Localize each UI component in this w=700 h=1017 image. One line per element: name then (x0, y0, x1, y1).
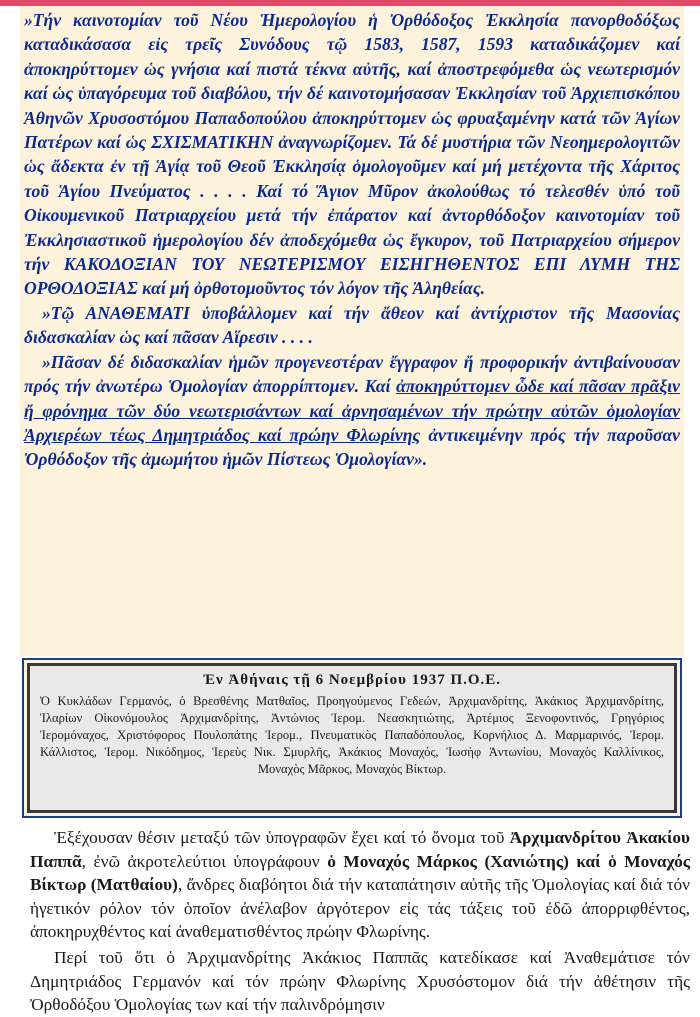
body-p1-text-e: , ἄνδρες διαβόητοι διά τήν καταπάτησιν αὐτῆς τῆς Ὁμολογίας καί διά τόν ἡγετικόν ρόλον τόν ὁποῖον ἀνέλαβον ἀργότερον εἰς τάς τάξεις τοῦ ἐδῶ ἀπορριφθέντος, ἀποκηρυχθέντος καί ἀναθεματισθέντος πρώην Φλωρίνης. (30, 875, 690, 942)
document-date-line: Ἐν Ἀθήναις τῇ 6 Νοεμβρίου 1937 Π.Ο.Ε. (202, 672, 502, 688)
body-p1-bold-akakios: Ἀρχιμανδρίτου Ἀκακίου Παππᾶ (30, 828, 690, 871)
scanned-document-frame (22, 658, 682, 818)
document-signatures: Ὁ Κυκλάδων Γερμανός, ὁ Βρεσθένης Ματθαῖος, Προηγούμενος Γεδεών, Ἀρχιμανδρίτης, Ἀκάκιος Ἀρχιμανδρίτης, Ἱλαρίων Οἰκονόμουλος Ἀρχιμανδρίτης, Ἀντώνιος Ἱερομ. Νεασκητιώτης, Ἀρτέμιος Ξενοφοντινός, Γρηγόριος Ἱερομόναχος, Χριστόφορος Πουλοπάτης Ἱερομ., Πνευματικὸς Παπαδόπουλος, Κορνήλιος Δ. Μαρμαρινός, Ἱερομ. Κάλλιστος, Ἱερομ. Νικόδημος, Ἱερεὺς Νικ. Σμυρλῆς, Ἀκάκιος Μοναχός, Ἰωσὴφ Ἀντωνίου, Μοναχὸς Καλλίνικος, Μοναχὸς Μᾶρκος, Μοναχὸς Βίκτωρ. (40, 694, 664, 776)
quote-p3-start: »Πᾶσαν δέ διδασκαλίαν ἡμῶν προγενεστέραν ἔγγραφον ἤ προφορικήν ἀντιβαίνουσαν πρός τήν ἀνωτέρω Ὁμολογίαν ἀπορρίπτομεν. Καί (24, 351, 680, 397)
body-paragraph-2: Περί τοῦ ὅτι ὁ Ἀρχιμανδρίτης Ἀκάκιος Παππᾶς κατεδίκασε καί Ἀναθεμάτισε τόν Δημητριάδος Γερμανόν καί τόν πρώην Φλωρίνης Χρυσόστομον διά τήν ἀθέτησιν τῆς Ὀρθοδόξου Ὁμολογίας των καί τήν παλινδρόμησιν (30, 947, 690, 1015)
body-p1-bold-monks: ὁ Μοναχός Μάρκος (Χανιώτης) καί ὁ Μοναχός Βίκτωρ (Ματθαίου) (30, 851, 690, 895)
article-body (30, 826, 690, 1017)
body-p1-text-a: Ἐξέχουσαν θέσιν μεταξύ τῶν ὑπογραφῶν ἔχει καί τό ὄνομα τοῦ (54, 828, 510, 847)
scanned-document (27, 663, 677, 813)
quote-paragraph-3 (24, 350, 680, 472)
body-paragraph-1 (30, 826, 690, 944)
body-p1-text-c: , ἐνῶ ἀκροτελεύτιοι ὑπογράφουν (81, 851, 328, 871)
quote-paragraph-2: »Τῷ ΑΝΑΘΕΜΑΤΙ ὑποβάλλομεν καί τήν ἄθεον καί ἀντίχριστον τῆς Μασονίας διδασκαλίαν ὡς καί πᾶσαν Αἵρεσιν . . . . (24, 302, 680, 348)
quote-paragraph-1: »Τήν καινοτομίαν τοῦ Νέου Ἡμερολογίου ἡ Ὀρθόδοξος Ἐκκλησία πανορθοδόξως καταδικάσασα εἰς τρεῖς Συνόδους τῷ 1583, 1587, 1593 καταδικάζομεν καί ἀποκηρύττομεν ὡς γνήσια καί πιστά τέκνα αὐτῆς, καί ἀποστρεφόμεθα ὡς νεωτερισμόν καί ὡς ὑπαγόρευμα τοῦ διαβόλου, τήν δέ καινοτομήσασαν Ἐκκλησίαν τοῦ Ἀρχιεπισκόπου Ἀθηνῶν Χρυσοστόμου Παπαδοπούλου ἀποκηρύττομεν ὡς φρυαξαμένην κατά τῶν Ἁγίων Πατέρων καί ὡς ΣΧΙΣΜΑΤΙΚΗΝ ἀναγνωρίζομεν. Τά δέ μυστήρια τῶν Νεοημερολογιτῶν ὡς ἄδεκτα ἐν τῇ Ἁγίᾳ τοῦ Θεοῦ Ἐκκλησίᾳ ὁμολογοῦμεν καί μή μετέχοντα τῆς Χάριτος τοῦ Ἁγίου Πνεύματος . . . . Καί τό Ἅγιον Μῦρον ἀκολούθως τό τελεσθέν ὑπό τοῦ Οἰκουμενικοῦ Πατριαρχείου μετά τήν ἐπάρατον καί ἀντορθόδοξον καινοτομίαν τοῦ Ἐκκλησιαστικοῦ ἡμερολογίου δέν ἀποδεχόμεθα ὡς ἔγκυρον, τοῦ Πατριαρχείου σήμερον τήν ΚΑΚΟΔΟΞΙΑΝ ΤΟΥ ΝΕΩΤΕΡΙΣΜΟΥ ΕΙΣΗΓΗΘΕΝΤΟΣ ΕΠΙ ΛΥΜΗ ΤΗΣ ΟΡΘΟΔΟΞΙΑΣ καί μή ὀρθοτομοῦντος τόν λόγον τῆς Ἀληθείας. (24, 10, 680, 299)
quote-p3-end: ἀντικειμένην πρός τήν παροῦσαν Ὀρθόδοξον τῆς ἀμωμήτου ἡμῶν Πίστεως Ὁμολογίαν». (24, 424, 680, 470)
quote-p3-underlined: ἀποκηρύττομεν ὧδε καί πᾶσαν πρᾶξιν ἤ φρόνημα τῶν δύο νεωτερισάντων καί ἀρνησαμένων τήν πρώτην αὐτῶν ὁμολογίαν Ἀρχιερέων τέως Δημητριάδος καί πρώην Φλωρίνης (24, 376, 680, 445)
confession-quote-block (20, 6, 684, 656)
